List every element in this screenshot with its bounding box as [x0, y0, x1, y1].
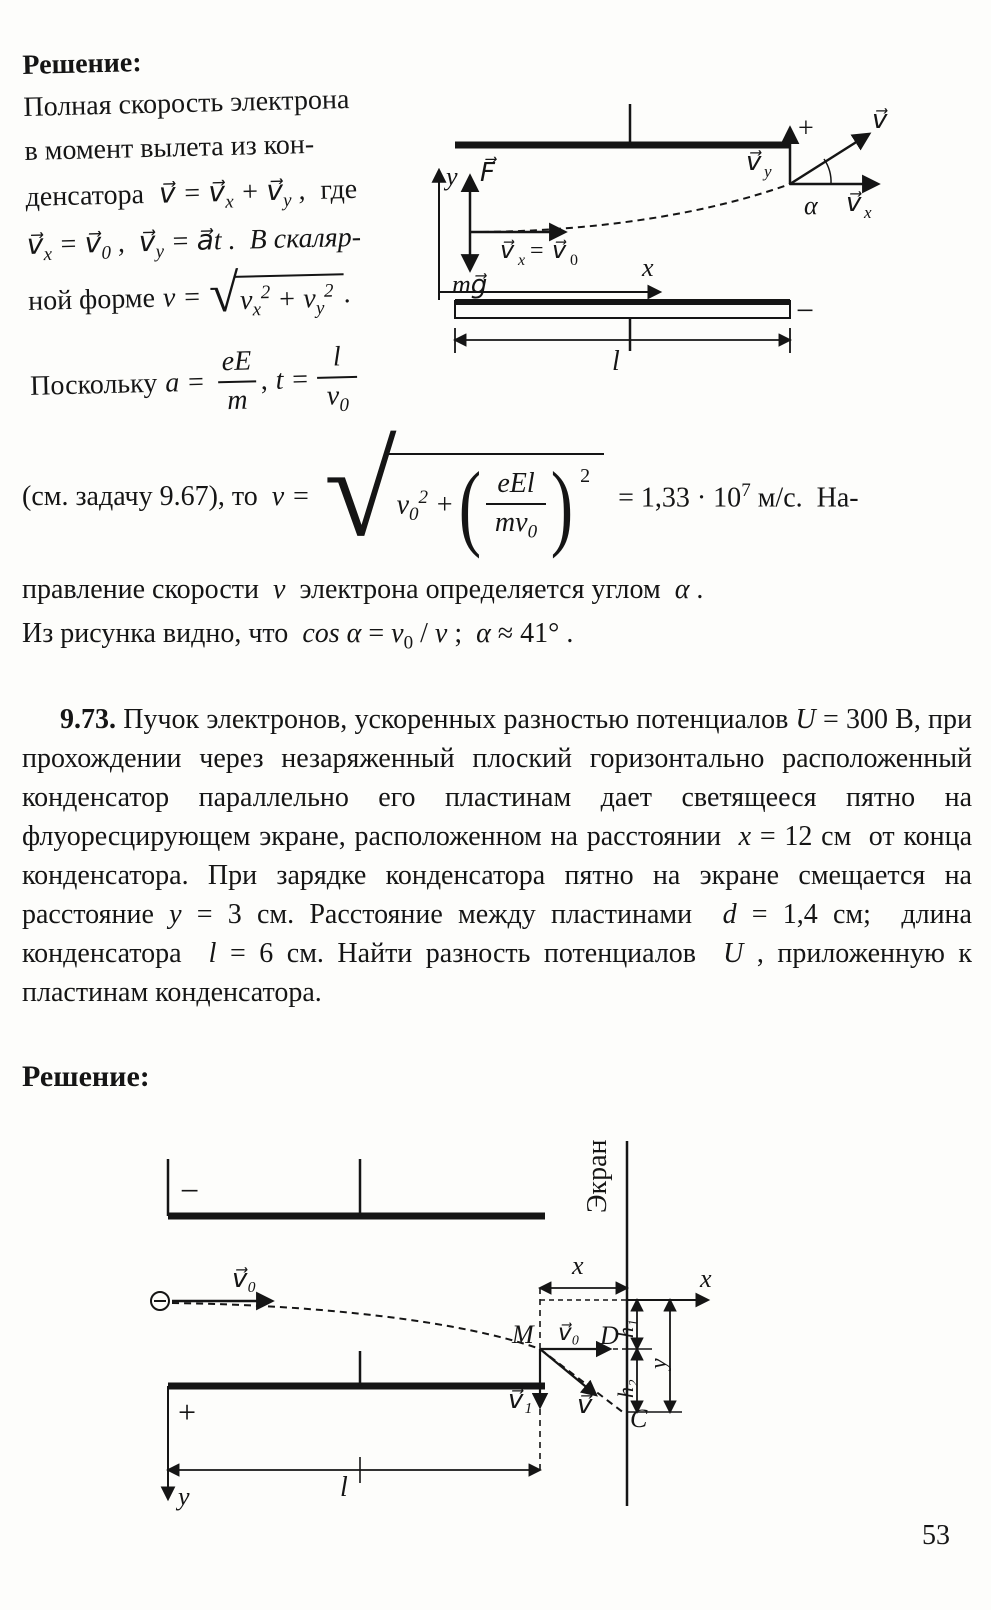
numerator: eEl	[497, 467, 535, 499]
formula-a-eq: a =	[164, 366, 206, 399]
denominator: m	[218, 381, 257, 418]
fraction-l-v0	[316, 342, 358, 417]
formula-v-eq: v =	[162, 282, 202, 315]
fraction-eE-m	[212, 347, 261, 418]
h1-label: h₁	[613, 1319, 638, 1338]
minus-sign: −	[796, 292, 815, 328]
point-M-label: M	[512, 1320, 534, 1349]
alpha-label: α	[804, 191, 818, 220]
diagram-capacitor-screen	[90, 1095, 910, 1525]
x-axis-label: x	[642, 253, 654, 282]
fraction-eEl-mv0	[486, 469, 546, 543]
vx-eq-v0-label-2: v⃗	[552, 238, 567, 264]
text: Поскольку	[29, 367, 158, 403]
minus-sign: −	[180, 1173, 200, 1210]
numerator: eE	[221, 345, 252, 378]
problem-973	[22, 700, 972, 1012]
x-axis-label: x	[700, 1264, 712, 1293]
screen-label: Экран	[582, 1139, 613, 1213]
sqrt-formula	[208, 262, 344, 324]
numerator: l	[332, 341, 342, 373]
formula-v-sum: v⃗ = $v⃗_x$ + $v⃗_y$ ,	[158, 175, 306, 213]
formula-line	[29, 342, 358, 424]
problem-number: 9.73.	[60, 704, 116, 735]
x-dimension-label: x	[572, 1251, 584, 1280]
text: денсатора	[25, 179, 145, 213]
v-vector-label: v⃗	[872, 105, 888, 134]
problem-text: Пучок электронов, ускоренных разностью потенциалов U = 300 В, при прохождении через незаряженный плоский горизонтально расположенный конденсатор параллельно его пластинам дает светящееся пятно на флуоресцирующем экране, расположенном на расстоянии x = 12 см от конца конденсатора. При зарядке конденсатора пятно на экране смещается на расстояние y = 3 см. Расстояние между пластинами d = 1,4 см; длина конденсатора l = 6 см. Найти разность потенциалов U , приложенную к пластинам конденсатора.	[22, 704, 973, 1008]
vy-vector-label: v⃗	[746, 147, 762, 176]
formula-line	[26, 220, 361, 267]
denominator: $v_0$	[317, 376, 358, 417]
page-number: 53	[922, 1520, 950, 1551]
solution-2-heading: Решение:	[22, 1060, 150, 1093]
l-dimension-label: l	[612, 346, 620, 377]
y-axis-label: y	[178, 1482, 190, 1511]
formula-v-eq: v =	[271, 481, 311, 512]
vx-vector-sub: x	[864, 203, 872, 222]
result-text: = $1,33 \cdot 10^7$ м/с. На-	[618, 479, 859, 514]
force-mg-label: mg⃗	[452, 270, 488, 299]
h2-label: h₂	[613, 1379, 638, 1398]
text: (см. задачу 9.67), то	[22, 481, 258, 512]
text-line: Полная скорость электрона	[23, 84, 350, 123]
text: ной форме	[27, 283, 156, 318]
vx-eq-v0-label: v⃗	[500, 238, 515, 264]
exponent-2: 2	[580, 464, 591, 487]
formula-line	[27, 262, 352, 327]
diagram-capacitor-vectors	[428, 88, 988, 388]
plus-sign: +	[798, 113, 814, 144]
force-F-label: F⃗	[480, 158, 495, 187]
text-line: правление скорости v электрона определяется углом α .	[22, 574, 704, 605]
solution-1-block	[22, 40, 443, 442]
text: .	[343, 278, 351, 310]
l-dimension-label: l	[340, 1472, 348, 1503]
point-D-label: D	[600, 1321, 619, 1350]
point-C-label: C	[630, 1404, 648, 1433]
y-axis-label: y	[446, 162, 458, 191]
formula-row	[22, 416, 974, 564]
vx-eq-v0-sub-2: 0	[570, 252, 578, 269]
text-line: Из рисунка видно, что $\cos \alpha = v_0 / v$ ; α ≈ 41° .	[22, 618, 574, 654]
solution-heading: Решение:	[22, 47, 142, 81]
v0-squared: $v_0^2$ +	[396, 486, 454, 525]
v0-component-label: v⃗₀	[558, 1320, 580, 1345]
vy-vector-sub: y	[764, 162, 772, 181]
denominator: $mv_0$	[486, 503, 546, 544]
v-label: v⃗	[577, 1390, 593, 1419]
text-line: в момент вылета из кон-	[24, 128, 315, 167]
v-arrow	[540, 1349, 596, 1395]
vx-eq-v0-sub: x	[518, 252, 526, 269]
trajectory-dashed	[470, 184, 790, 232]
text: ,	[260, 365, 269, 397]
plus-sign: +	[178, 1394, 197, 1430]
trajectory-parabola	[172, 1303, 540, 1349]
equals-sign: =	[530, 238, 544, 264]
left-paren: (	[458, 451, 482, 559]
text: где	[319, 173, 358, 206]
v1-label: v⃗₁	[508, 1385, 533, 1414]
formula-t-eq: t =	[275, 364, 310, 397]
v0-label: v⃗₀	[232, 1264, 257, 1293]
vx-vector-label: v⃗	[846, 188, 862, 217]
radical-sign: √	[208, 262, 240, 324]
big-sqrt-formula	[324, 416, 604, 564]
radical-sign: √	[324, 416, 397, 564]
y-dimension-label: y	[646, 1358, 672, 1369]
formula-components: $v⃗_x$ = $v⃗_0$ , $v⃗_y$ = a⃗t . В скаляр-	[26, 221, 362, 266]
right-paren: )	[550, 451, 574, 559]
radical-body	[389, 451, 604, 559]
radical-body: $v_x^2 + v_y^2$	[233, 273, 344, 322]
text-line	[25, 172, 357, 219]
